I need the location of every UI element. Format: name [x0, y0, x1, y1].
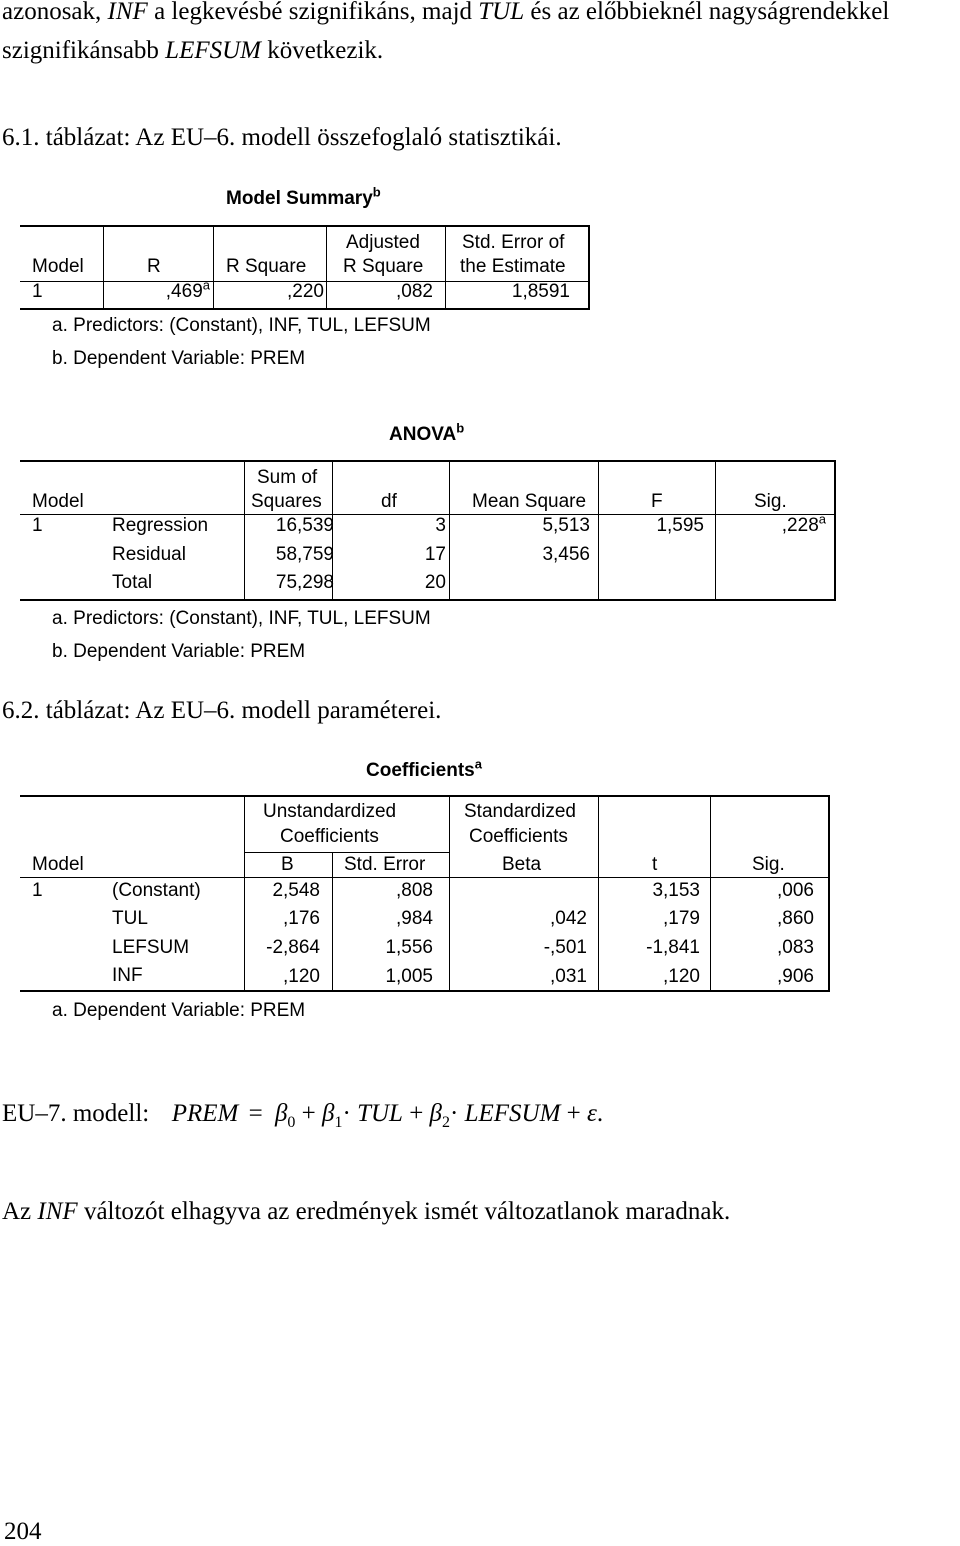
- table-caption-1: 6.1. táblázat: Az EU–6. modell összefoglaló statisztikái.: [2, 124, 562, 151]
- equation: EU–7. modell: PREM = $\beta_0 + \beta_1\cdot$ TUL + $\beta_2\cdot$ LEFSUM + ε.: [2, 1100, 604, 1131]
- anova-row-df: 3: [435, 515, 446, 536]
- closing-paragraph: Az INF változót elhagyva az eredmények ismét változatlanok maradnak.: [2, 1198, 731, 1225]
- coef-row-se: 1,556: [385, 937, 433, 958]
- ms-header-std-error: Std. Error of: [462, 232, 565, 253]
- anova-row-label: Residual: [112, 544, 186, 565]
- equation-label: EU–7. modell:: [2, 1100, 150, 1127]
- coef-header-sig: Sig.: [752, 854, 785, 875]
- ms-row-adj-r-square: ,082: [396, 281, 433, 302]
- page-number: 204: [4, 1518, 42, 1545]
- ms-note-b: b. Dependent Variable: PREM: [52, 348, 306, 369]
- anova-header-f: F: [651, 491, 663, 512]
- anova-note-a: a. Predictors: (Constant), INF, TUL, LEFSUM: [52, 608, 431, 629]
- anova-row-df: 20: [424, 572, 446, 593]
- coef-row-se: ,808: [396, 880, 433, 901]
- coef-row-sig: ,860: [777, 908, 814, 929]
- coef-row-beta: ,042: [550, 908, 587, 929]
- coef-row-se: 1,005: [385, 966, 433, 987]
- ms-header-model: Model: [32, 256, 84, 277]
- coef-row-t: 3,153: [652, 880, 700, 901]
- anova-row-sum: 58,759: [275, 544, 334, 565]
- anova-header-squares: Squares: [251, 491, 322, 512]
- coef-row-t: -1,841: [646, 937, 700, 958]
- table-caption-2: 6.2. táblázat: Az EU–6. modell paraméterei.: [2, 697, 442, 724]
- coef-row-b: -2,864: [266, 937, 320, 958]
- anova-row-sum: 75,298: [275, 572, 334, 593]
- ms-row-r-square: ,220: [287, 281, 324, 302]
- anova-row-sig: ,228$^a$: [781, 511, 826, 536]
- anova-header-model: Model: [32, 491, 84, 512]
- coef-header-model: Model: [32, 854, 84, 875]
- anova-row-label: Regression: [112, 515, 209, 536]
- anova-row-f: 1,595: [656, 515, 704, 536]
- anova-row-model: 1: [32, 515, 43, 536]
- anova-row-df: 17: [424, 544, 446, 565]
- ms-header-adjusted-r-square: R Square: [343, 256, 424, 277]
- coef-row-sig: ,906: [777, 966, 814, 987]
- coef-row-sig: ,083: [777, 937, 814, 958]
- coef-header-std-error: Std. Error: [344, 854, 426, 875]
- coef-header-t: t: [652, 854, 658, 875]
- coef-header-unstandardized: Unstandardized: [263, 801, 397, 822]
- coef-row-t: ,120: [663, 966, 700, 987]
- anova-header-sig: Sig.: [754, 491, 787, 512]
- coef-header-beta: Beta: [502, 854, 542, 875]
- anova-header-df: df: [381, 491, 397, 512]
- ms-header-adjusted: Adjusted: [346, 232, 420, 253]
- coef-row-label: INF: [112, 965, 143, 986]
- anova-header-sum-of: Sum of: [257, 467, 318, 488]
- anova-row-sum: 16,539: [275, 515, 334, 536]
- coef-row-beta: ,031: [550, 966, 587, 987]
- ms-row-std-error: 1,8591: [511, 281, 570, 302]
- anova-header-mean-square: Mean Square: [472, 491, 587, 512]
- coef-row-t: ,179: [663, 908, 700, 929]
- coef-header-b: B: [281, 854, 294, 875]
- ms-header-r: R: [147, 256, 161, 277]
- coef-row-sig: ,006: [777, 880, 814, 901]
- coef-row-model: 1: [32, 880, 43, 901]
- model-summary-title: Model Summary$^b$: [226, 184, 381, 209]
- ms-note-a: a. Predictors: (Constant), INF, TUL, LEFSUM: [52, 315, 431, 336]
- ms-row-model: 1: [32, 281, 43, 302]
- coef-row-label: LEFSUM: [112, 937, 190, 958]
- coef-header-standardized: Standardized: [464, 801, 576, 822]
- coef-row-label: (Constant): [112, 880, 201, 901]
- coef-note-a: a. Dependent Variable: PREM: [52, 1000, 306, 1021]
- anova-row-ms: 5,513: [542, 515, 590, 536]
- anova-row-label: Total: [112, 572, 153, 593]
- intro-line-1: azonosak, INF a legkevésbé szignifikáns, majd TUL és az előbbieknél nagyságrendekkel: [2, 0, 890, 25]
- coef-row-b: ,176: [283, 908, 320, 929]
- coef-row-se: ,984: [396, 908, 433, 929]
- ms-row-r: ,469$^a$: [165, 277, 210, 302]
- ms-header-r-square: R Square: [226, 256, 307, 277]
- coef-row-beta: -,501: [543, 937, 587, 958]
- coefficients-title: Coefficients$^a$: [366, 756, 482, 781]
- coef-row-label: TUL: [112, 908, 148, 929]
- coef-row-b: ,120: [283, 966, 320, 987]
- intro-line-2: szignifikánsabb LEFSUM következik.: [2, 37, 384, 64]
- coef-header-std-coefficients: Coefficients: [469, 826, 568, 847]
- anova-title: ANOVA$^b$: [389, 420, 465, 445]
- anova-row-ms: 3,456: [542, 544, 590, 565]
- coef-header-unstd-coefficients: Coefficients: [280, 826, 379, 847]
- coef-row-b: 2,548: [272, 880, 320, 901]
- anova-note-b: b. Dependent Variable: PREM: [52, 641, 306, 662]
- ms-header-estimate: the Estimate: [460, 256, 566, 277]
